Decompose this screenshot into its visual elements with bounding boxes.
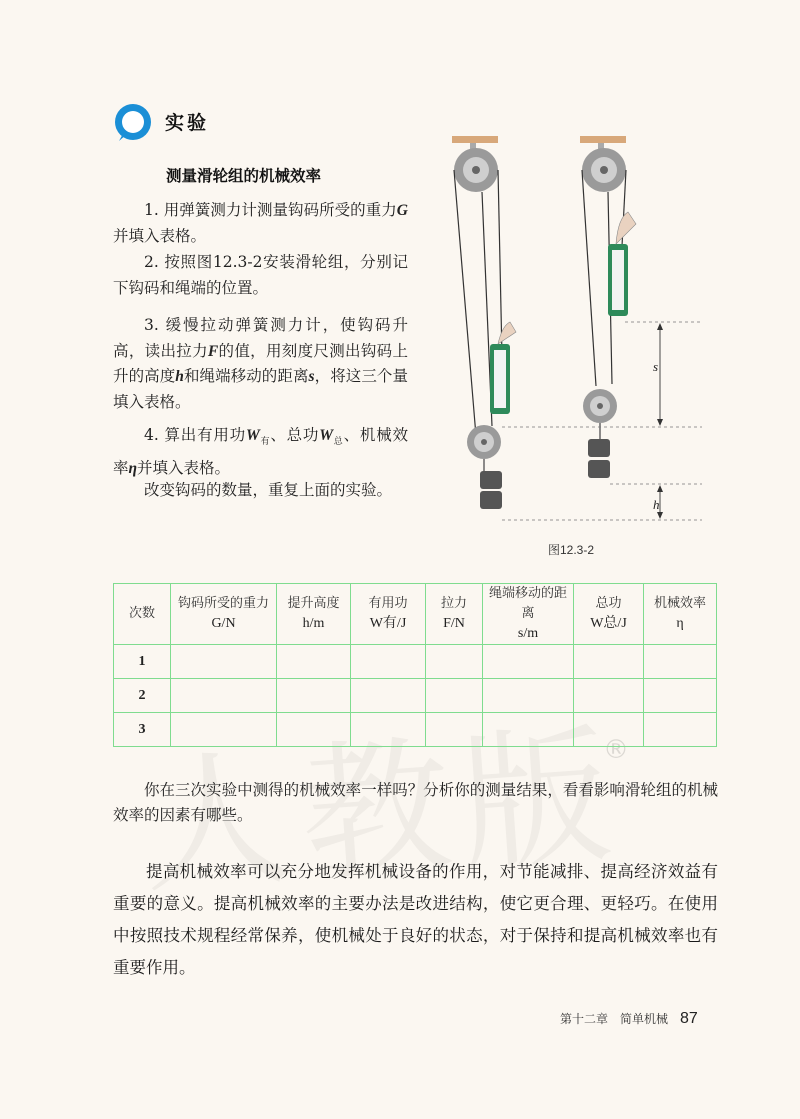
header-pull-force: 拉力 F/N <box>426 584 483 645</box>
table-cell[interactable] <box>574 679 644 713</box>
chapter-label: 第十二章 简单机械 <box>560 1012 669 1026</box>
section-title: 实验 <box>165 112 210 134</box>
step-1: 1. 用弹簧测力计测量钩码所受的重力G并填入表格。 <box>113 201 408 245</box>
row-number: 3 <box>114 713 171 747</box>
table-cell[interactable] <box>574 645 644 679</box>
step-repeat: 改变钩码的数量，重复上面的实验。 <box>144 481 393 499</box>
table-cell[interactable] <box>644 679 717 713</box>
row-number: 2 <box>114 679 171 713</box>
table-cell[interactable] <box>644 713 717 747</box>
table-row <box>114 679 717 713</box>
figure-caption: 图12.3-2 <box>548 543 595 557</box>
header-total-work: 总功 W总/J <box>574 584 644 645</box>
table-cell[interactable] <box>644 645 717 679</box>
table-row <box>114 645 717 679</box>
pulley-figure <box>440 136 710 531</box>
table-cell[interactable] <box>483 645 574 679</box>
table-cell[interactable] <box>351 713 426 747</box>
table-row <box>114 713 717 747</box>
header-useful-work: 有用功 W有/J <box>351 584 426 645</box>
table-cell[interactable] <box>171 713 277 747</box>
page-footer <box>560 1010 698 1028</box>
body-paragraph: 提高机械效率可以充分地发挥机械设备的作用，对节能减排、提高经济效益有重要的意义。提高机械效率的主要办法是改进结构，使它更合理、更轻巧。在使用中按照技术规程经常保养，使机械处于良好的状态，对于保持和提高机械效率也有重要作用。 <box>113 862 718 977</box>
header-weight: 钩码所受的重力 G/N <box>171 584 277 645</box>
step-3: 3. 缓慢拉动弹簧测力计，使钩码升高，读出拉力F的值，用刻度尺测出钩码上升的高度h和绳端移动的距离s，将这三个量填入表格。 <box>113 316 408 411</box>
experiment-subtitle: 测量滑轮组的机械效率 <box>166 167 322 185</box>
label-s: s <box>653 359 659 374</box>
table-header-row <box>114 584 717 645</box>
table-cell[interactable] <box>483 679 574 713</box>
header-count: 次数 <box>114 584 171 645</box>
header-rope-distance: 绳端移动的距离 s/m <box>483 584 574 645</box>
header-height: 提升高度 h/m <box>277 584 351 645</box>
table-cell[interactable] <box>171 645 277 679</box>
question-text: 你在三次实验中测得的机械效率一样吗？分析你的测量结果，看看影响滑轮组的机械效率的因素有哪些。 <box>113 781 718 824</box>
header-efficiency: 机械效率 η <box>644 584 717 645</box>
registered-mark: ® <box>603 735 629 765</box>
step-4: 4. 算出有用功$W_有$、总功$W_总$、机械效率η并填入表格。 <box>113 426 408 477</box>
experiment-bubble-icon <box>113 102 153 142</box>
table-cell[interactable] <box>277 713 351 747</box>
row-number: 1 <box>114 645 171 679</box>
table-cell[interactable] <box>574 713 644 747</box>
data-table <box>113 583 717 747</box>
left-pulley-setup <box>452 136 516 509</box>
table-cell[interactable] <box>277 679 351 713</box>
table-cell[interactable] <box>426 713 483 747</box>
table-cell[interactable] <box>171 679 277 713</box>
table-cell[interactable] <box>426 645 483 679</box>
table-cell[interactable] <box>426 679 483 713</box>
table-cell[interactable] <box>277 645 351 679</box>
page-number: 87 <box>680 1010 698 1027</box>
table-cell[interactable] <box>351 679 426 713</box>
step-2: 2. 按照图12.3-2安装滑轮组，分别记下钩码和绳端的位置。 <box>113 253 408 297</box>
label-h: h <box>653 497 660 512</box>
table-cell[interactable] <box>483 713 574 747</box>
table-cell[interactable] <box>351 645 426 679</box>
experiment-header <box>113 100 313 144</box>
